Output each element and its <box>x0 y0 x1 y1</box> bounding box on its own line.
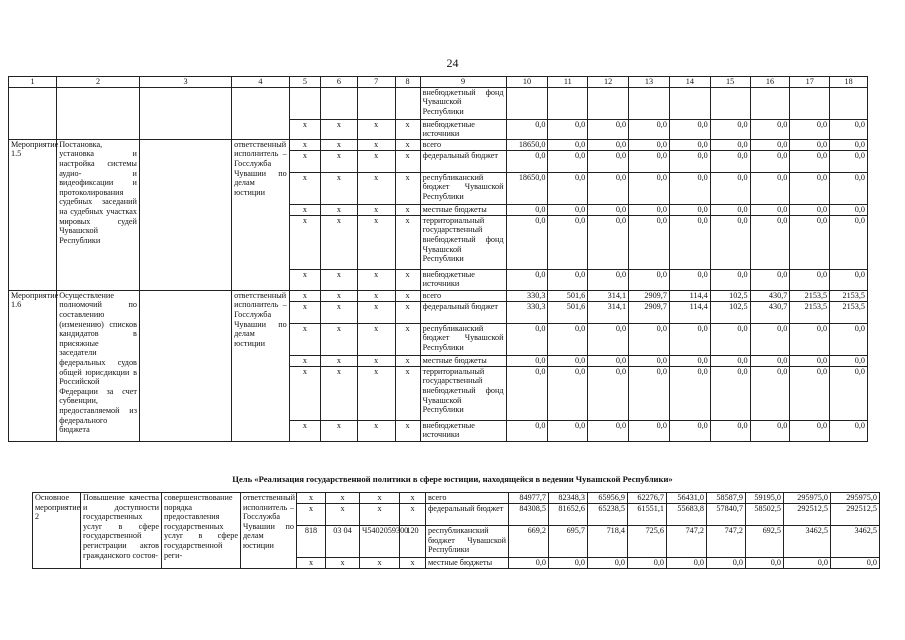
code-cell: Ч5402059300 <box>360 526 400 558</box>
code-cell: х <box>289 215 320 269</box>
amount-cell: 0,0 <box>629 172 670 204</box>
funding-source: внебюджетные источники <box>420 420 506 441</box>
amount-cell <box>830 87 868 119</box>
amount-cell: 0,0 <box>506 119 548 139</box>
table-row <box>9 290 868 301</box>
column-number: 18 <box>830 77 868 88</box>
amount-cell: 0,0 <box>710 172 750 204</box>
amount-cell: 3462,5 <box>831 526 880 558</box>
code-cell: х <box>321 301 358 323</box>
code-cell: х <box>289 150 320 172</box>
event-goal <box>139 139 231 290</box>
amount-cell: 59195,0 <box>746 493 784 504</box>
code-cell: 818 <box>297 526 326 558</box>
column-number: 4 <box>232 77 290 88</box>
amount-cell: 0,0 <box>790 204 830 215</box>
code-cell: х <box>360 558 400 569</box>
code-cell: х <box>289 323 320 355</box>
budget-table <box>8 76 868 442</box>
amount-cell: 0,0 <box>669 139 710 150</box>
amount-cell: 0,0 <box>548 119 588 139</box>
code-cell: х <box>321 420 358 441</box>
amount-cell: 102,5 <box>710 290 750 301</box>
funding-source: внебюджетные источники <box>420 269 506 290</box>
code-cell <box>395 87 420 119</box>
column-number: 10 <box>506 77 548 88</box>
event-goal: совершенствование порядка предоставления государственных услуг в сфере государственной реги- <box>162 493 241 569</box>
code-cell: х <box>289 420 320 441</box>
column-number: 13 <box>629 77 670 88</box>
amount-cell: 0,0 <box>830 139 868 150</box>
amount-cell: 0,0 <box>588 323 629 355</box>
code-cell: х <box>289 366 320 420</box>
amount-cell: 0,0 <box>750 366 790 420</box>
code-cell: х <box>360 504 400 526</box>
amount-cell: 65238,5 <box>588 504 628 526</box>
responsible-executor: ответственный исполнитель – Госслужба Чувашии по делам юстиции <box>241 493 297 569</box>
amount-cell: 669,2 <box>509 526 549 558</box>
column-number: 16 <box>750 77 790 88</box>
amount-cell: 430,7 <box>750 290 790 301</box>
code-cell: х <box>321 150 358 172</box>
empty-cell <box>232 87 290 139</box>
code-cell: х <box>395 269 420 290</box>
amount-cell: 0,0 <box>790 420 830 441</box>
amount-cell: 0,0 <box>830 150 868 172</box>
column-number: 17 <box>790 77 830 88</box>
code-cell: х <box>395 290 420 301</box>
code-cell: х <box>321 204 358 215</box>
amount-cell: 0,0 <box>588 139 629 150</box>
amount-cell: 2153,5 <box>790 290 830 301</box>
amount-cell: 0,0 <box>588 558 628 569</box>
funding-source: федеральный бюджет <box>426 504 509 526</box>
amount-cell: 2909,7 <box>629 290 670 301</box>
event-name: Повышение качества и доступности государственных услуг в сфере государственной регистрации актов гражданского состоя- <box>81 493 162 569</box>
code-cell: х <box>395 323 420 355</box>
amount-cell: 55683,8 <box>667 504 707 526</box>
amount-cell: 18650,0 <box>506 172 548 204</box>
amount-cell: 0,0 <box>710 269 750 290</box>
amount-cell: 82348,3 <box>549 493 588 504</box>
header-row <box>9 77 868 88</box>
amount-cell: 3462,5 <box>784 526 831 558</box>
code-cell: х <box>395 420 420 441</box>
amount-cell: 0,0 <box>710 119 750 139</box>
table-row <box>9 139 868 150</box>
code-cell: х <box>289 119 320 139</box>
amount-cell: 0,0 <box>750 215 790 269</box>
code-cell: х <box>395 150 420 172</box>
funding-source: внебюджетный фонд Чувашской Республики <box>420 87 506 119</box>
amount-cell: 0,0 <box>790 172 830 204</box>
amount-cell: 0,0 <box>830 355 868 366</box>
amount-cell: 0,0 <box>588 269 629 290</box>
code-cell: х <box>357 204 395 215</box>
funding-source: всего <box>420 290 506 301</box>
code-cell: х <box>357 355 395 366</box>
amount-cell: 0,0 <box>710 215 750 269</box>
amount-cell: 0,0 <box>588 204 629 215</box>
amount-cell: 695,7 <box>549 526 588 558</box>
column-number: 9 <box>420 77 506 88</box>
amount-cell: 0,0 <box>506 150 548 172</box>
code-cell: х <box>297 558 326 569</box>
amount-cell: 102,5 <box>710 301 750 323</box>
code-cell: х <box>395 204 420 215</box>
amount-cell: 0,0 <box>669 215 710 269</box>
amount-cell: 0,0 <box>669 269 710 290</box>
code-cell: 03 04 <box>326 526 360 558</box>
amount-cell: 114,4 <box>669 301 710 323</box>
amount-cell: 0,0 <box>506 355 548 366</box>
column-number: 14 <box>669 77 710 88</box>
amount-cell: 747,2 <box>707 526 746 558</box>
amount-cell: 0,0 <box>629 269 670 290</box>
amount-cell: 0,0 <box>629 355 670 366</box>
amount-cell: 0,0 <box>548 204 588 215</box>
amount-cell: 0,0 <box>830 420 868 441</box>
funding-source: местные бюджеты <box>426 558 509 569</box>
code-cell: 120 <box>400 526 426 558</box>
amount-cell: 0,0 <box>548 355 588 366</box>
amount-cell: 0,0 <box>750 269 790 290</box>
responsible-executor: ответственный исполнитель – Госслужба Чувашии по делам юстиции <box>232 139 290 290</box>
table-row <box>9 87 868 119</box>
column-number: 7 <box>357 77 395 88</box>
amount-cell: 0,0 <box>588 420 629 441</box>
amount-cell: 330,3 <box>506 290 548 301</box>
amount-cell: 692,5 <box>746 526 784 558</box>
amount-cell: 0,0 <box>790 355 830 366</box>
amount-cell: 0,0 <box>830 215 868 269</box>
column-number: 8 <box>395 77 420 88</box>
code-cell: х <box>357 323 395 355</box>
amount-cell: 0,0 <box>588 215 629 269</box>
amount-cell: 0,0 <box>506 420 548 441</box>
event-code: Мероприятие 1.6 <box>9 290 57 441</box>
code-cell: х <box>321 290 358 301</box>
amount-cell: 0,0 <box>790 323 830 355</box>
code-cell: х <box>357 366 395 420</box>
code-cell: х <box>395 215 420 269</box>
amount-cell: 114,4 <box>669 290 710 301</box>
column-number: 11 <box>548 77 588 88</box>
code-cell <box>357 87 395 119</box>
amount-cell <box>669 87 710 119</box>
amount-cell: 0,0 <box>506 323 548 355</box>
amount-cell: 0,0 <box>669 366 710 420</box>
column-number: 15 <box>710 77 750 88</box>
goal-title: Цель «Реализация государственной политики в сфере юстиции, находящейся в ведении Чувашской Республики» <box>232 474 673 484</box>
amount-cell: 2153,5 <box>830 290 868 301</box>
funding-source: всего <box>420 139 506 150</box>
code-cell: х <box>395 139 420 150</box>
amount-cell: 84308,5 <box>509 504 549 526</box>
code-cell: х <box>289 290 320 301</box>
funding-source: республиканский бюджет Чувашской Республики <box>420 172 506 204</box>
responsible-executor: ответственный исполнитель – Госслужба Чувашии по делам юстиции <box>232 290 290 441</box>
amount-cell: 0,0 <box>669 172 710 204</box>
amount-cell: 501,6 <box>548 301 588 323</box>
amount-cell: 0,0 <box>588 355 629 366</box>
amount-cell: 0,0 <box>509 558 549 569</box>
amount-cell: 292512,5 <box>831 504 880 526</box>
amount-cell: 0,0 <box>830 366 868 420</box>
amount-cell: 0,0 <box>669 355 710 366</box>
code-cell: х <box>400 493 426 504</box>
code-cell <box>289 87 320 119</box>
code-cell: х <box>289 301 320 323</box>
amount-cell: 0,0 <box>710 323 750 355</box>
code-cell: х <box>289 204 320 215</box>
amount-cell: 0,0 <box>790 139 830 150</box>
amount-cell: 58587,9 <box>707 493 746 504</box>
amount-cell: 0,0 <box>710 204 750 215</box>
amount-cell: 0,0 <box>629 420 670 441</box>
amount-cell: 292512,5 <box>784 504 831 526</box>
amount-cell: 0,0 <box>746 558 784 569</box>
code-cell: х <box>357 269 395 290</box>
code-cell: х <box>395 119 420 139</box>
code-cell: х <box>357 301 395 323</box>
code-cell: х <box>326 493 360 504</box>
amount-cell: 314,1 <box>588 290 629 301</box>
amount-cell: 0,0 <box>506 269 548 290</box>
code-cell: х <box>289 139 320 150</box>
amount-cell: 0,0 <box>629 119 670 139</box>
amount-cell: 0,0 <box>710 366 750 420</box>
amount-cell <box>506 87 548 119</box>
amount-cell: 0,0 <box>790 366 830 420</box>
funding-source: внебюджетные источники <box>420 119 506 139</box>
code-cell: х <box>326 504 360 526</box>
amount-cell: 58502,5 <box>746 504 784 526</box>
funding-source: всего <box>426 493 509 504</box>
code-cell: х <box>289 172 320 204</box>
amount-cell: 0,0 <box>830 204 868 215</box>
funding-source: местные бюджеты <box>420 204 506 215</box>
amount-cell: 0,0 <box>669 420 710 441</box>
amount-cell: 0,0 <box>830 269 868 290</box>
amount-cell: 65956,9 <box>588 493 628 504</box>
amount-cell: 0,0 <box>830 323 868 355</box>
amount-cell: 0,0 <box>750 420 790 441</box>
amount-cell: 0,0 <box>750 139 790 150</box>
code-cell: х <box>357 150 395 172</box>
code-cell: х <box>400 504 426 526</box>
amount-cell: 0,0 <box>830 119 868 139</box>
amount-cell: 0,0 <box>667 558 707 569</box>
amount-cell <box>790 87 830 119</box>
code-cell: х <box>321 172 358 204</box>
event-code: Основное мероприятие 2 <box>33 493 81 569</box>
column-number: 12 <box>588 77 629 88</box>
amount-cell: 430,7 <box>750 301 790 323</box>
code-cell: х <box>357 172 395 204</box>
amount-cell: 0,0 <box>707 558 746 569</box>
code-cell: х <box>360 493 400 504</box>
amount-cell: 2909,7 <box>629 301 670 323</box>
amount-cell: 0,0 <box>750 119 790 139</box>
code-cell: х <box>321 269 358 290</box>
code-cell <box>321 87 358 119</box>
amount-cell: 0,0 <box>669 323 710 355</box>
empty-cell <box>139 87 231 139</box>
amount-cell: 0,0 <box>628 558 667 569</box>
amount-cell: 0,0 <box>790 269 830 290</box>
funding-source: местные бюджеты <box>420 355 506 366</box>
amount-cell: 56431,0 <box>667 493 707 504</box>
amount-cell: 0,0 <box>831 558 880 569</box>
amount-cell: 2153,5 <box>830 301 868 323</box>
funding-source: федеральный бюджет <box>420 301 506 323</box>
amount-cell: 0,0 <box>710 139 750 150</box>
amount-cell: 62276,7 <box>628 493 667 504</box>
funding-source: федеральный бюджет <box>420 150 506 172</box>
funding-source: республиканский бюджет Чувашской Республики <box>426 526 509 558</box>
amount-cell: 0,0 <box>629 204 670 215</box>
amount-cell: 0,0 <box>784 558 831 569</box>
amount-cell: 0,0 <box>548 366 588 420</box>
code-cell: х <box>357 215 395 269</box>
code-cell: х <box>357 420 395 441</box>
amount-cell: 0,0 <box>629 139 670 150</box>
amount-cell: 501,6 <box>548 290 588 301</box>
amount-cell: 0,0 <box>750 150 790 172</box>
amount-cell: 0,0 <box>588 119 629 139</box>
amount-cell: 0,0 <box>750 204 790 215</box>
code-cell: х <box>357 119 395 139</box>
amount-cell <box>588 87 629 119</box>
code-cell: х <box>289 269 320 290</box>
funding-source: республиканский бюджет Чувашской Республики <box>420 323 506 355</box>
amount-cell: 0,0 <box>506 204 548 215</box>
code-cell: х <box>297 493 326 504</box>
amount-cell: 0,0 <box>790 215 830 269</box>
amount-cell: 81652,6 <box>549 504 588 526</box>
event-goal <box>139 290 231 441</box>
amount-cell <box>548 87 588 119</box>
code-cell: х <box>357 139 395 150</box>
amount-cell: 0,0 <box>548 215 588 269</box>
column-number: 2 <box>57 77 140 88</box>
amount-cell: 718,4 <box>588 526 628 558</box>
amount-cell: 2153,5 <box>790 301 830 323</box>
amount-cell: 0,0 <box>790 150 830 172</box>
code-cell: х <box>289 355 320 366</box>
code-cell: х <box>395 366 420 420</box>
amount-cell: 295975,0 <box>831 493 880 504</box>
amount-cell: 0,0 <box>549 558 588 569</box>
amount-cell: 0,0 <box>588 150 629 172</box>
amount-cell: 61551,1 <box>628 504 667 526</box>
amount-cell: 0,0 <box>629 150 670 172</box>
main-event-table <box>32 492 880 569</box>
amount-cell: 0,0 <box>750 172 790 204</box>
amount-cell: 0,0 <box>548 323 588 355</box>
amount-cell: 84977,7 <box>509 493 549 504</box>
code-cell: х <box>321 139 358 150</box>
amount-cell: 0,0 <box>750 323 790 355</box>
code-cell: х <box>321 323 358 355</box>
code-cell: х <box>395 172 420 204</box>
amount-cell: 0,0 <box>548 172 588 204</box>
table-row <box>33 493 880 504</box>
code-cell: х <box>400 558 426 569</box>
event-name: Осуществление полномочий по составлению (изменению) списков кандидатов в присяжные заседатели федеральных судов общей юрисдикции в Российской Федерации за счет субвенции, предоставляемой из федерального бюджета <box>57 290 140 441</box>
column-number: 1 <box>9 77 57 88</box>
amount-cell: 0,0 <box>750 355 790 366</box>
amount-cell: 0,0 <box>506 215 548 269</box>
amount-cell: 330,3 <box>506 301 548 323</box>
empty-cell <box>57 87 140 139</box>
amount-cell: 0,0 <box>669 150 710 172</box>
amount-cell <box>750 87 790 119</box>
code-cell: х <box>321 366 358 420</box>
code-cell: х <box>326 558 360 569</box>
amount-cell: 0,0 <box>710 420 750 441</box>
column-number: 6 <box>321 77 358 88</box>
amount-cell: 0,0 <box>629 215 670 269</box>
code-cell: х <box>321 215 358 269</box>
amount-cell: 57840,7 <box>707 504 746 526</box>
amount-cell: 18650,0 <box>506 139 548 150</box>
code-cell: х <box>395 355 420 366</box>
code-cell: х <box>321 355 358 366</box>
amount-cell: 0,0 <box>669 204 710 215</box>
amount-cell: 0,0 <box>548 269 588 290</box>
event-code: Мероприятие 1.5 <box>9 139 57 290</box>
amount-cell: 0,0 <box>588 172 629 204</box>
event-name: Постановка, установка и настройка системы аудио- и видеофиксации и протоколирования судебных заседаний на судебных участках мировых судей Чувашской Республики <box>57 139 140 290</box>
amount-cell: 0,0 <box>710 355 750 366</box>
amount-cell: 0,0 <box>830 172 868 204</box>
amount-cell: 295975,0 <box>784 493 831 504</box>
amount-cell: 0,0 <box>669 119 710 139</box>
amount-cell: 0,0 <box>548 150 588 172</box>
amount-cell: 0,0 <box>710 150 750 172</box>
amount-cell: 314,1 <box>588 301 629 323</box>
column-number: 5 <box>289 77 320 88</box>
column-number: 3 <box>139 77 231 88</box>
code-cell: х <box>357 290 395 301</box>
code-cell: х <box>395 301 420 323</box>
amount-cell <box>710 87 750 119</box>
amount-cell: 0,0 <box>790 119 830 139</box>
page-number: 24 <box>446 56 459 70</box>
code-cell: х <box>321 119 358 139</box>
empty-cell <box>9 87 57 139</box>
amount-cell: 725,6 <box>628 526 667 558</box>
funding-source: территориальный государственный внебюджетный фонд Чувашской Республики <box>420 366 506 420</box>
funding-source: территориальный государственный внебюджетный фонд Чувашской Республики <box>420 215 506 269</box>
amount-cell <box>629 87 670 119</box>
code-cell: х <box>297 504 326 526</box>
amount-cell: 0,0 <box>548 139 588 150</box>
amount-cell: 747,2 <box>667 526 707 558</box>
amount-cell: 0,0 <box>548 420 588 441</box>
amount-cell: 0,0 <box>629 323 670 355</box>
amount-cell: 0,0 <box>629 366 670 420</box>
amount-cell: 0,0 <box>588 366 629 420</box>
amount-cell: 0,0 <box>506 366 548 420</box>
